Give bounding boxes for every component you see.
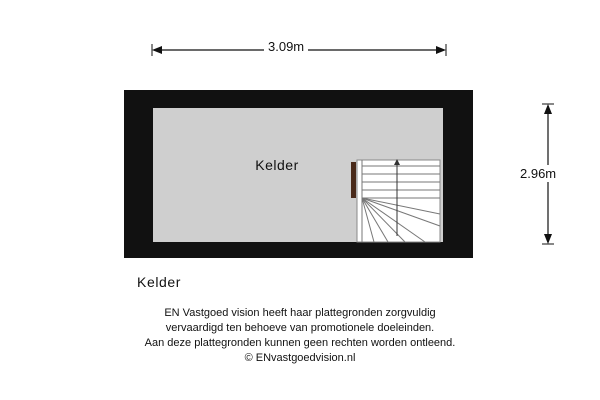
- disclaimer: [0, 306, 600, 366]
- disclaimer-line: Aan deze plattegronden kunnen geen rechten worden ontleend.: [144, 337, 456, 349]
- width-dimension-label: 3.09m: [264, 39, 308, 54]
- room-label: Kelder: [255, 157, 299, 173]
- disclaimer-line: vervaardigd ten behoeve van promotionele doeleinden.: [165, 322, 435, 334]
- door-marker: [351, 162, 356, 198]
- copyright-line: © ENvastgoedvision.nl: [244, 352, 356, 364]
- disclaimer-line: EN Vastgoed vision heeft haar plattegronden zorgvuldig: [164, 307, 436, 319]
- staircase: [357, 160, 440, 242]
- height-dimension-label: 2.96m: [520, 166, 557, 181]
- floor-title: Kelder: [137, 274, 182, 290]
